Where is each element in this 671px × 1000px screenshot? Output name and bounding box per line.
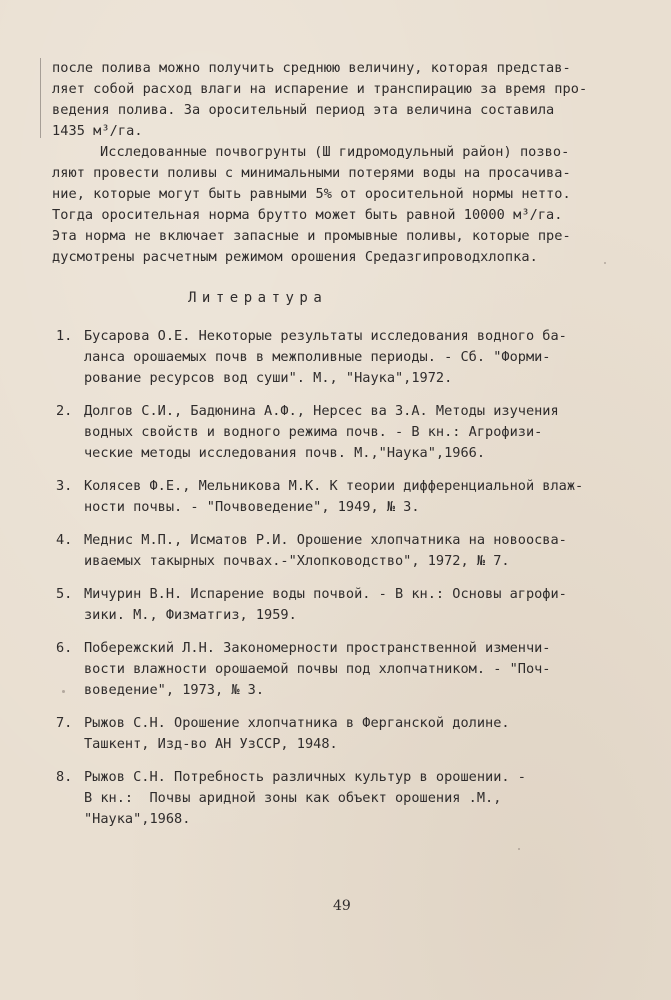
- reference-line: ческие методы исследования почв. М.,"Наука",1966.: [84, 445, 486, 461]
- reference-item: [56, 401, 636, 464]
- reference-item: [56, 713, 636, 755]
- reference-item: [56, 767, 636, 830]
- paper-speck: [604, 262, 606, 264]
- reference-text: [84, 638, 636, 701]
- intro-line: дусмотрены расчетным режимом орошения Средазгипроводхлопка.: [52, 249, 538, 265]
- reference-line: рование ресурсов вод суши". М., "Наука",1972.: [84, 370, 453, 386]
- reference-line: вости влажности орошаемой почвы под хлопчатником. - "Поч-: [84, 661, 551, 677]
- reference-line: Ташкент, Изд-во АН УзССР, 1948.: [84, 736, 338, 752]
- reference-line: ланса орошаемых почв в межполивные периоды. - Сб. "Форми-: [84, 349, 551, 365]
- reference-text: [84, 530, 636, 572]
- reference-text: [84, 401, 636, 464]
- intro-line: после полива можно получить среднюю величину, которая представ-: [52, 60, 571, 76]
- reference-line: Рыжов С.Н. Орошение хлопчатника в Ферганской долине.: [84, 715, 510, 731]
- reference-line: Мичурин В.Н. Испарение воды почвой. - В кн.: Основы агрофи-: [84, 586, 567, 602]
- reference-item: [56, 638, 636, 701]
- reference-text: [84, 584, 636, 626]
- reference-line: "Наука",1968.: [84, 811, 191, 827]
- reference-item: [56, 530, 636, 572]
- reference-line: Меднис М.П., Исматов Р.И. Орошение хлопчатника на новоосва-: [84, 532, 567, 548]
- reference-item: [56, 476, 636, 518]
- reference-number: 5.: [56, 586, 73, 602]
- page-number: 49: [333, 898, 351, 914]
- reference-item: [56, 326, 636, 389]
- reference-line: Долгов С.И., Бадюнина А.Ф., Нерсес ва З.А. Методы изучения: [84, 403, 559, 419]
- reference-text: [84, 767, 636, 830]
- references-heading: Литература: [188, 290, 328, 306]
- reference-line: иваемых такырных почвах.-"Хлопководство", 1972, № 7.: [84, 553, 510, 569]
- reference-line: ности почвы. - "Почвоведение", 1949, № 3.: [84, 499, 420, 515]
- reference-text: [84, 326, 636, 389]
- reference-line: Колясев Ф.Е., Мельникова М.К. К теории дифференциальной влаж-: [84, 478, 584, 494]
- intro-line: Эта норма не включает запасные и промывные поливы, которые пре-: [52, 228, 571, 244]
- intro-line: 1435 м³/га.: [52, 123, 143, 139]
- intro-line: Исследованные почвогрунты (Ш гидромодульный район) позво-: [100, 144, 570, 160]
- intro-line: Тогда оросительная норма брутто может быть равной 10000 м³/га.: [52, 207, 563, 223]
- intro-line: ведения полива. За оросительный период эта величина составила: [52, 102, 555, 118]
- reference-number: 3.: [56, 478, 73, 494]
- intro-line: ние, которые могут быть равными 5% от оросительной нормы нетто.: [52, 186, 571, 202]
- reference-number: 8.: [56, 769, 73, 785]
- reference-number: 4.: [56, 532, 73, 548]
- reference-item: [56, 584, 636, 626]
- margin-line: [40, 58, 41, 138]
- reference-line: водных свойств и водного режима почв. - В кн.: Агрофизи-: [84, 424, 543, 440]
- intro-text: [52, 58, 622, 268]
- reference-line: зики. М., Физматгиз, 1959.: [84, 607, 297, 623]
- references-list: [56, 326, 636, 842]
- reference-line: Рыжов С.Н. Потребность различных культур в орошении. -: [84, 769, 526, 785]
- paper-speck: [518, 848, 520, 850]
- reference-number: 2.: [56, 403, 73, 419]
- intro-line: ляет собой расход влаги на испарение и транспирацию за время про-: [52, 81, 588, 97]
- reference-number: 1.: [56, 328, 73, 344]
- reference-number: 7.: [56, 715, 73, 731]
- reference-line: воведение", 1973, № 3.: [84, 682, 265, 698]
- paper-speck: [62, 690, 65, 693]
- reference-line: В кн.: Почвы аридной зоны как объект орошения .М.,: [84, 790, 502, 806]
- reference-number: 6.: [56, 640, 73, 656]
- reference-text: [84, 713, 636, 755]
- reference-line: Бусарова О.Е. Некоторые результаты исследования водного ба-: [84, 328, 567, 344]
- intro-line: ляют провести поливы с минимальными потерями воды на просачива-: [52, 165, 571, 181]
- reference-line: Побережский Л.Н. Закономерности пространственной изменчи-: [84, 640, 551, 656]
- reference-text: [84, 476, 636, 518]
